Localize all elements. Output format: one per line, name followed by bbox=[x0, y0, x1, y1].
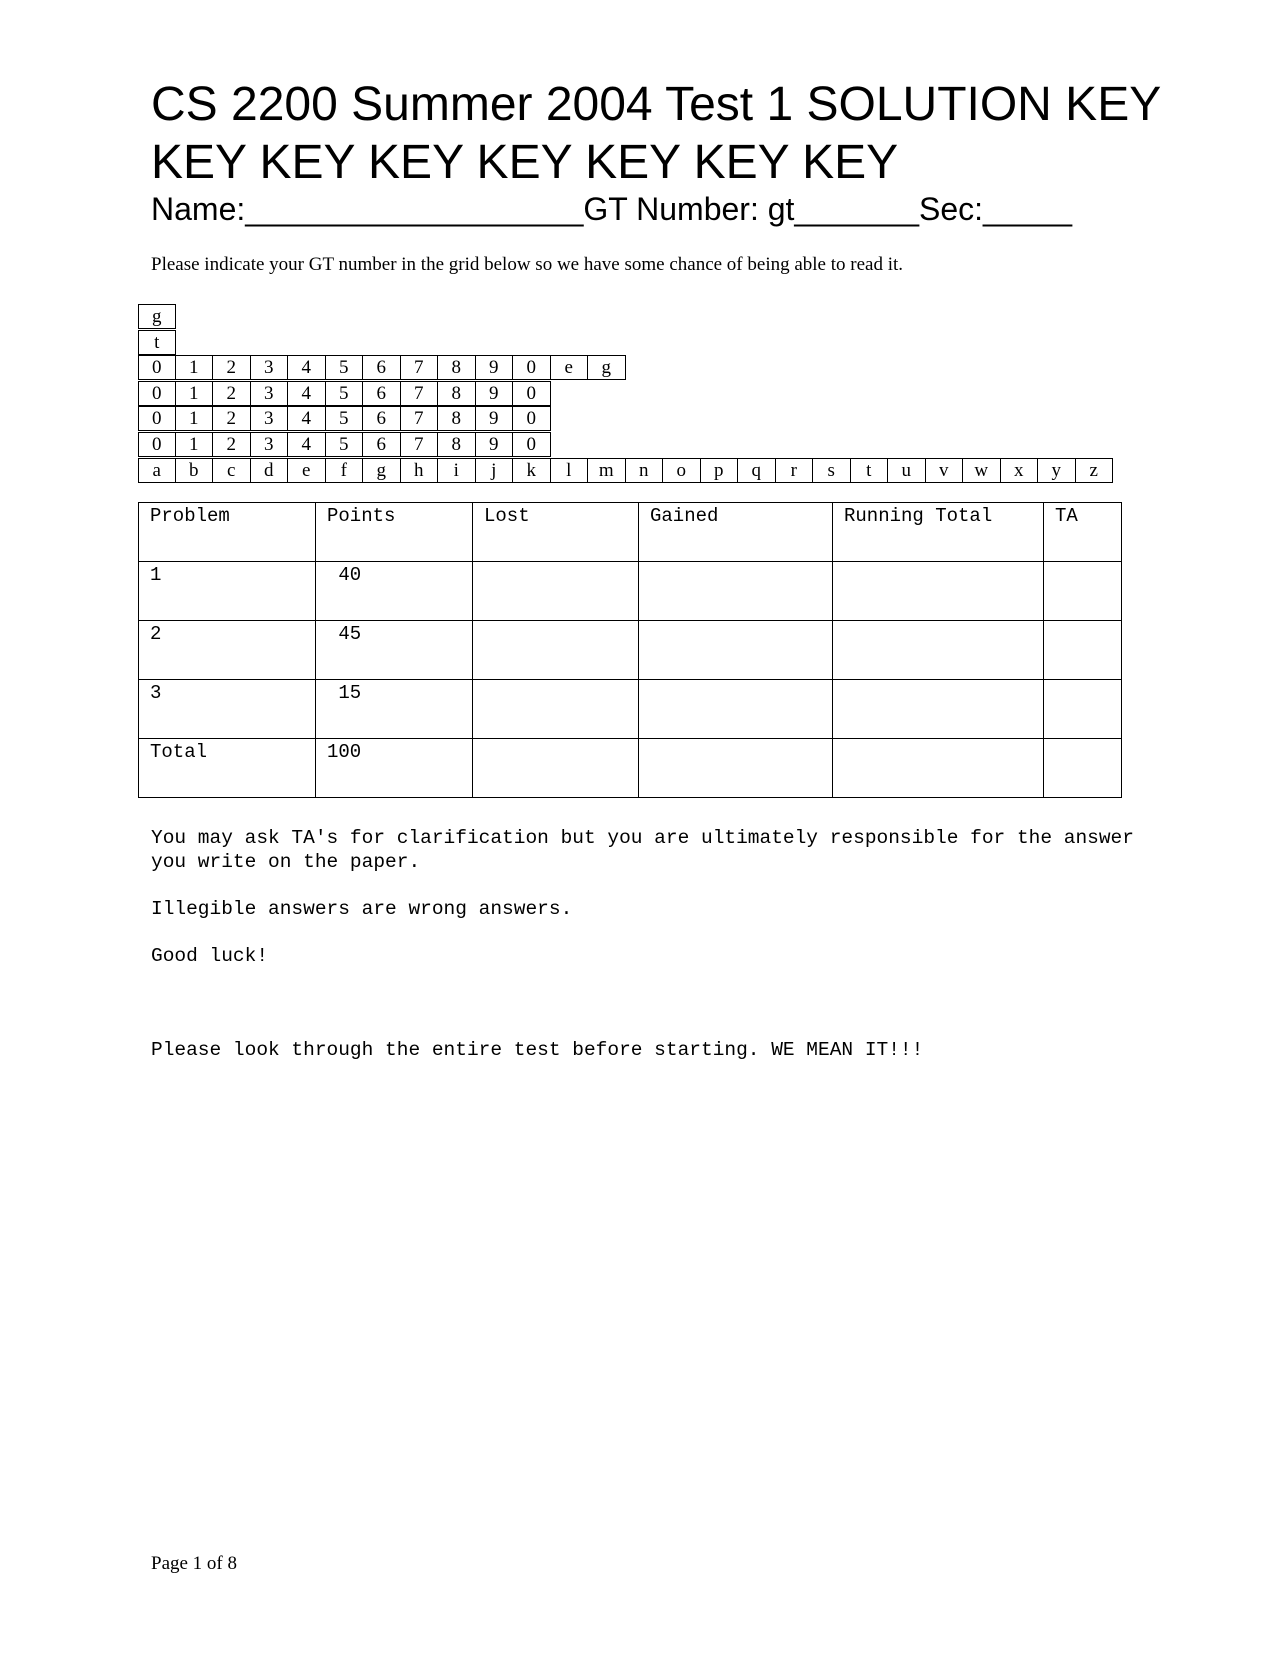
grid-cell[interactable]: 9 bbox=[476, 355, 514, 380]
table-cell bbox=[1044, 621, 1122, 680]
grid-row-digit bbox=[138, 432, 551, 457]
grid-cell[interactable]: l bbox=[551, 458, 589, 483]
grid-cell[interactable]: 8 bbox=[438, 381, 476, 406]
table-cell bbox=[1044, 739, 1122, 798]
grid-cell[interactable]: g bbox=[588, 355, 626, 380]
table-row bbox=[139, 562, 1122, 621]
grid-cell[interactable]: 3 bbox=[251, 355, 289, 380]
grid-cell[interactable]: 4 bbox=[288, 355, 326, 380]
grid-cell[interactable]: x bbox=[1001, 458, 1039, 483]
gt-number-label: GT Number: gt_______ bbox=[583, 191, 919, 227]
clarification-note: You may ask TA's for clarification but you are ultimately responsible for the answer you write on the paper. bbox=[151, 827, 1134, 873]
grid-cell[interactable]: 0 bbox=[138, 432, 176, 457]
illegible-note: Illegible answers are wrong answers. bbox=[151, 898, 573, 920]
student-info-line bbox=[151, 190, 1241, 228]
grid-cell[interactable]: m bbox=[588, 458, 626, 483]
table-cell: 45 bbox=[316, 621, 473, 680]
name-label: Name:___________________ bbox=[151, 191, 584, 227]
grid-cell[interactable]: 1 bbox=[176, 381, 214, 406]
table-cell bbox=[1044, 562, 1122, 621]
page-title: CS 2200 Summer 2004 Test 1 SOLUTION KEY KEY KEY KEY KEY KEY KEY KEY bbox=[151, 78, 1161, 189]
grid-cell[interactable]: s bbox=[813, 458, 851, 483]
grid-cell[interactable]: 6 bbox=[363, 406, 401, 431]
table-cell: 40 bbox=[316, 562, 473, 621]
grid-cell[interactable]: 8 bbox=[438, 355, 476, 380]
table-cell: 100 bbox=[316, 739, 473, 798]
column-header: TA bbox=[1044, 503, 1122, 562]
grid-cell[interactable]: 9 bbox=[476, 432, 514, 457]
grid-cell[interactable]: e bbox=[551, 355, 589, 380]
grid-cell[interactable]: 2 bbox=[213, 406, 251, 431]
grid-instruction: Please indicate your GT number in the grid below so we have some chance of being able to read it. bbox=[151, 254, 904, 275]
grid-cell[interactable]: 3 bbox=[251, 406, 289, 431]
grid-cell[interactable]: 1 bbox=[176, 406, 214, 431]
page-number: Page 1 of 8 bbox=[151, 1553, 238, 1574]
column-header: Lost bbox=[473, 503, 639, 562]
grid-cell[interactable]: w bbox=[963, 458, 1001, 483]
grid-cell[interactable]: 0 bbox=[513, 406, 551, 431]
grid-cell[interactable]: 2 bbox=[213, 355, 251, 380]
grid-cell[interactable]: 4 bbox=[288, 432, 326, 457]
section-label: Sec:_____ bbox=[919, 191, 1073, 227]
grid-cell[interactable]: n bbox=[626, 458, 664, 483]
grid-row-letter bbox=[138, 458, 1113, 483]
table-cell bbox=[833, 680, 1044, 739]
grid-cell[interactable]: c bbox=[213, 458, 251, 483]
grid-cell[interactable]: y bbox=[1038, 458, 1076, 483]
grid-cell[interactable]: 3 bbox=[251, 432, 289, 457]
grid-cell[interactable]: 4 bbox=[288, 406, 326, 431]
grid-cell[interactable]: r bbox=[776, 458, 814, 483]
grid-cell[interactable]: 7 bbox=[401, 432, 439, 457]
grid-cell[interactable]: q bbox=[738, 458, 776, 483]
grid-cell[interactable]: k bbox=[513, 458, 551, 483]
grid-cell[interactable]: 2 bbox=[213, 432, 251, 457]
table-row bbox=[139, 680, 1122, 739]
column-header: Points bbox=[316, 503, 473, 562]
grid-cell[interactable]: 6 bbox=[363, 355, 401, 380]
grid-cell[interactable]: 0 bbox=[138, 381, 176, 406]
grid-cell[interactable]: e bbox=[288, 458, 326, 483]
grid-cell[interactable]: 2 bbox=[213, 381, 251, 406]
instructions-block bbox=[151, 826, 1141, 1085]
grid-cell[interactable]: u bbox=[888, 458, 926, 483]
table-cell bbox=[833, 562, 1044, 621]
grid-cell[interactable]: g bbox=[138, 304, 176, 329]
table-cell bbox=[473, 562, 639, 621]
grid-cell[interactable]: 4 bbox=[288, 381, 326, 406]
table-cell bbox=[639, 739, 833, 798]
grid-cell[interactable]: 5 bbox=[326, 432, 364, 457]
grid-cell[interactable]: 8 bbox=[438, 406, 476, 431]
grid-cell[interactable]: i bbox=[438, 458, 476, 483]
grid-cell[interactable]: t bbox=[138, 330, 176, 355]
grid-cell[interactable]: p bbox=[701, 458, 739, 483]
grid-row-prefix bbox=[138, 304, 176, 329]
grid-cell[interactable]: 9 bbox=[476, 381, 514, 406]
grid-cell[interactable]: b bbox=[176, 458, 214, 483]
grid-cell[interactable]: 1 bbox=[176, 355, 214, 380]
grid-cell[interactable]: 6 bbox=[363, 432, 401, 457]
grid-cell[interactable]: 0 bbox=[513, 432, 551, 457]
grid-row-digit bbox=[138, 381, 551, 406]
table-cell bbox=[473, 680, 639, 739]
grid-cell[interactable]: a bbox=[138, 458, 176, 483]
grid-cell[interactable]: f bbox=[326, 458, 364, 483]
table-header-row bbox=[139, 503, 1122, 562]
grid-cell[interactable]: 5 bbox=[326, 355, 364, 380]
grid-row-prefix bbox=[138, 330, 176, 355]
grid-cell[interactable]: 1 bbox=[176, 432, 214, 457]
table-cell bbox=[833, 621, 1044, 680]
grid-cell[interactable]: z bbox=[1076, 458, 1114, 483]
column-header: Gained bbox=[639, 503, 833, 562]
grid-cell[interactable]: 5 bbox=[326, 406, 364, 431]
grid-cell[interactable]: 0 bbox=[513, 381, 551, 406]
table-cell: 1 bbox=[139, 562, 316, 621]
grid-row-digit bbox=[138, 355, 626, 380]
grid-cell[interactable]: t bbox=[851, 458, 889, 483]
table-cell: 15 bbox=[316, 680, 473, 739]
table-row bbox=[139, 739, 1122, 798]
grid-row-digit bbox=[138, 406, 551, 431]
table-cell bbox=[473, 621, 639, 680]
table-cell bbox=[639, 562, 833, 621]
grid-cell[interactable]: 6 bbox=[363, 381, 401, 406]
grid-cell[interactable]: 0 bbox=[513, 355, 551, 380]
table-cell bbox=[833, 739, 1044, 798]
table-cell bbox=[639, 621, 833, 680]
table-cell: Total bbox=[139, 739, 316, 798]
grid-cell[interactable]: 7 bbox=[401, 406, 439, 431]
column-header: Problem bbox=[139, 503, 316, 562]
grid-cell[interactable]: 0 bbox=[138, 355, 176, 380]
table-row bbox=[139, 621, 1122, 680]
table-cell: 2 bbox=[139, 621, 316, 680]
grid-cell[interactable]: v bbox=[926, 458, 964, 483]
grid-cell[interactable]: 3 bbox=[251, 381, 289, 406]
grid-cell[interactable]: 0 bbox=[138, 406, 176, 431]
grid-cell[interactable]: 8 bbox=[438, 432, 476, 457]
table-cell bbox=[639, 680, 833, 739]
table-cell bbox=[1044, 680, 1122, 739]
table-cell: 3 bbox=[139, 680, 316, 739]
good-luck-note: Good luck! bbox=[151, 945, 269, 967]
grid-cell[interactable]: 9 bbox=[476, 406, 514, 431]
grid-cell[interactable]: g bbox=[363, 458, 401, 483]
grid-cell[interactable]: 7 bbox=[401, 355, 439, 380]
grid-cell[interactable]: 5 bbox=[326, 381, 364, 406]
grid-cell[interactable]: j bbox=[476, 458, 514, 483]
column-header: Running Total bbox=[833, 503, 1044, 562]
look-through-note: Please look through the entire test before starting. WE MEAN IT!!! bbox=[151, 1039, 924, 1061]
grid-cell[interactable]: d bbox=[251, 458, 289, 483]
score-table bbox=[138, 502, 1122, 798]
grid-cell[interactable]: h bbox=[401, 458, 439, 483]
table-cell bbox=[473, 739, 639, 798]
grid-cell[interactable]: o bbox=[663, 458, 701, 483]
grid-cell[interactable]: 7 bbox=[401, 381, 439, 406]
